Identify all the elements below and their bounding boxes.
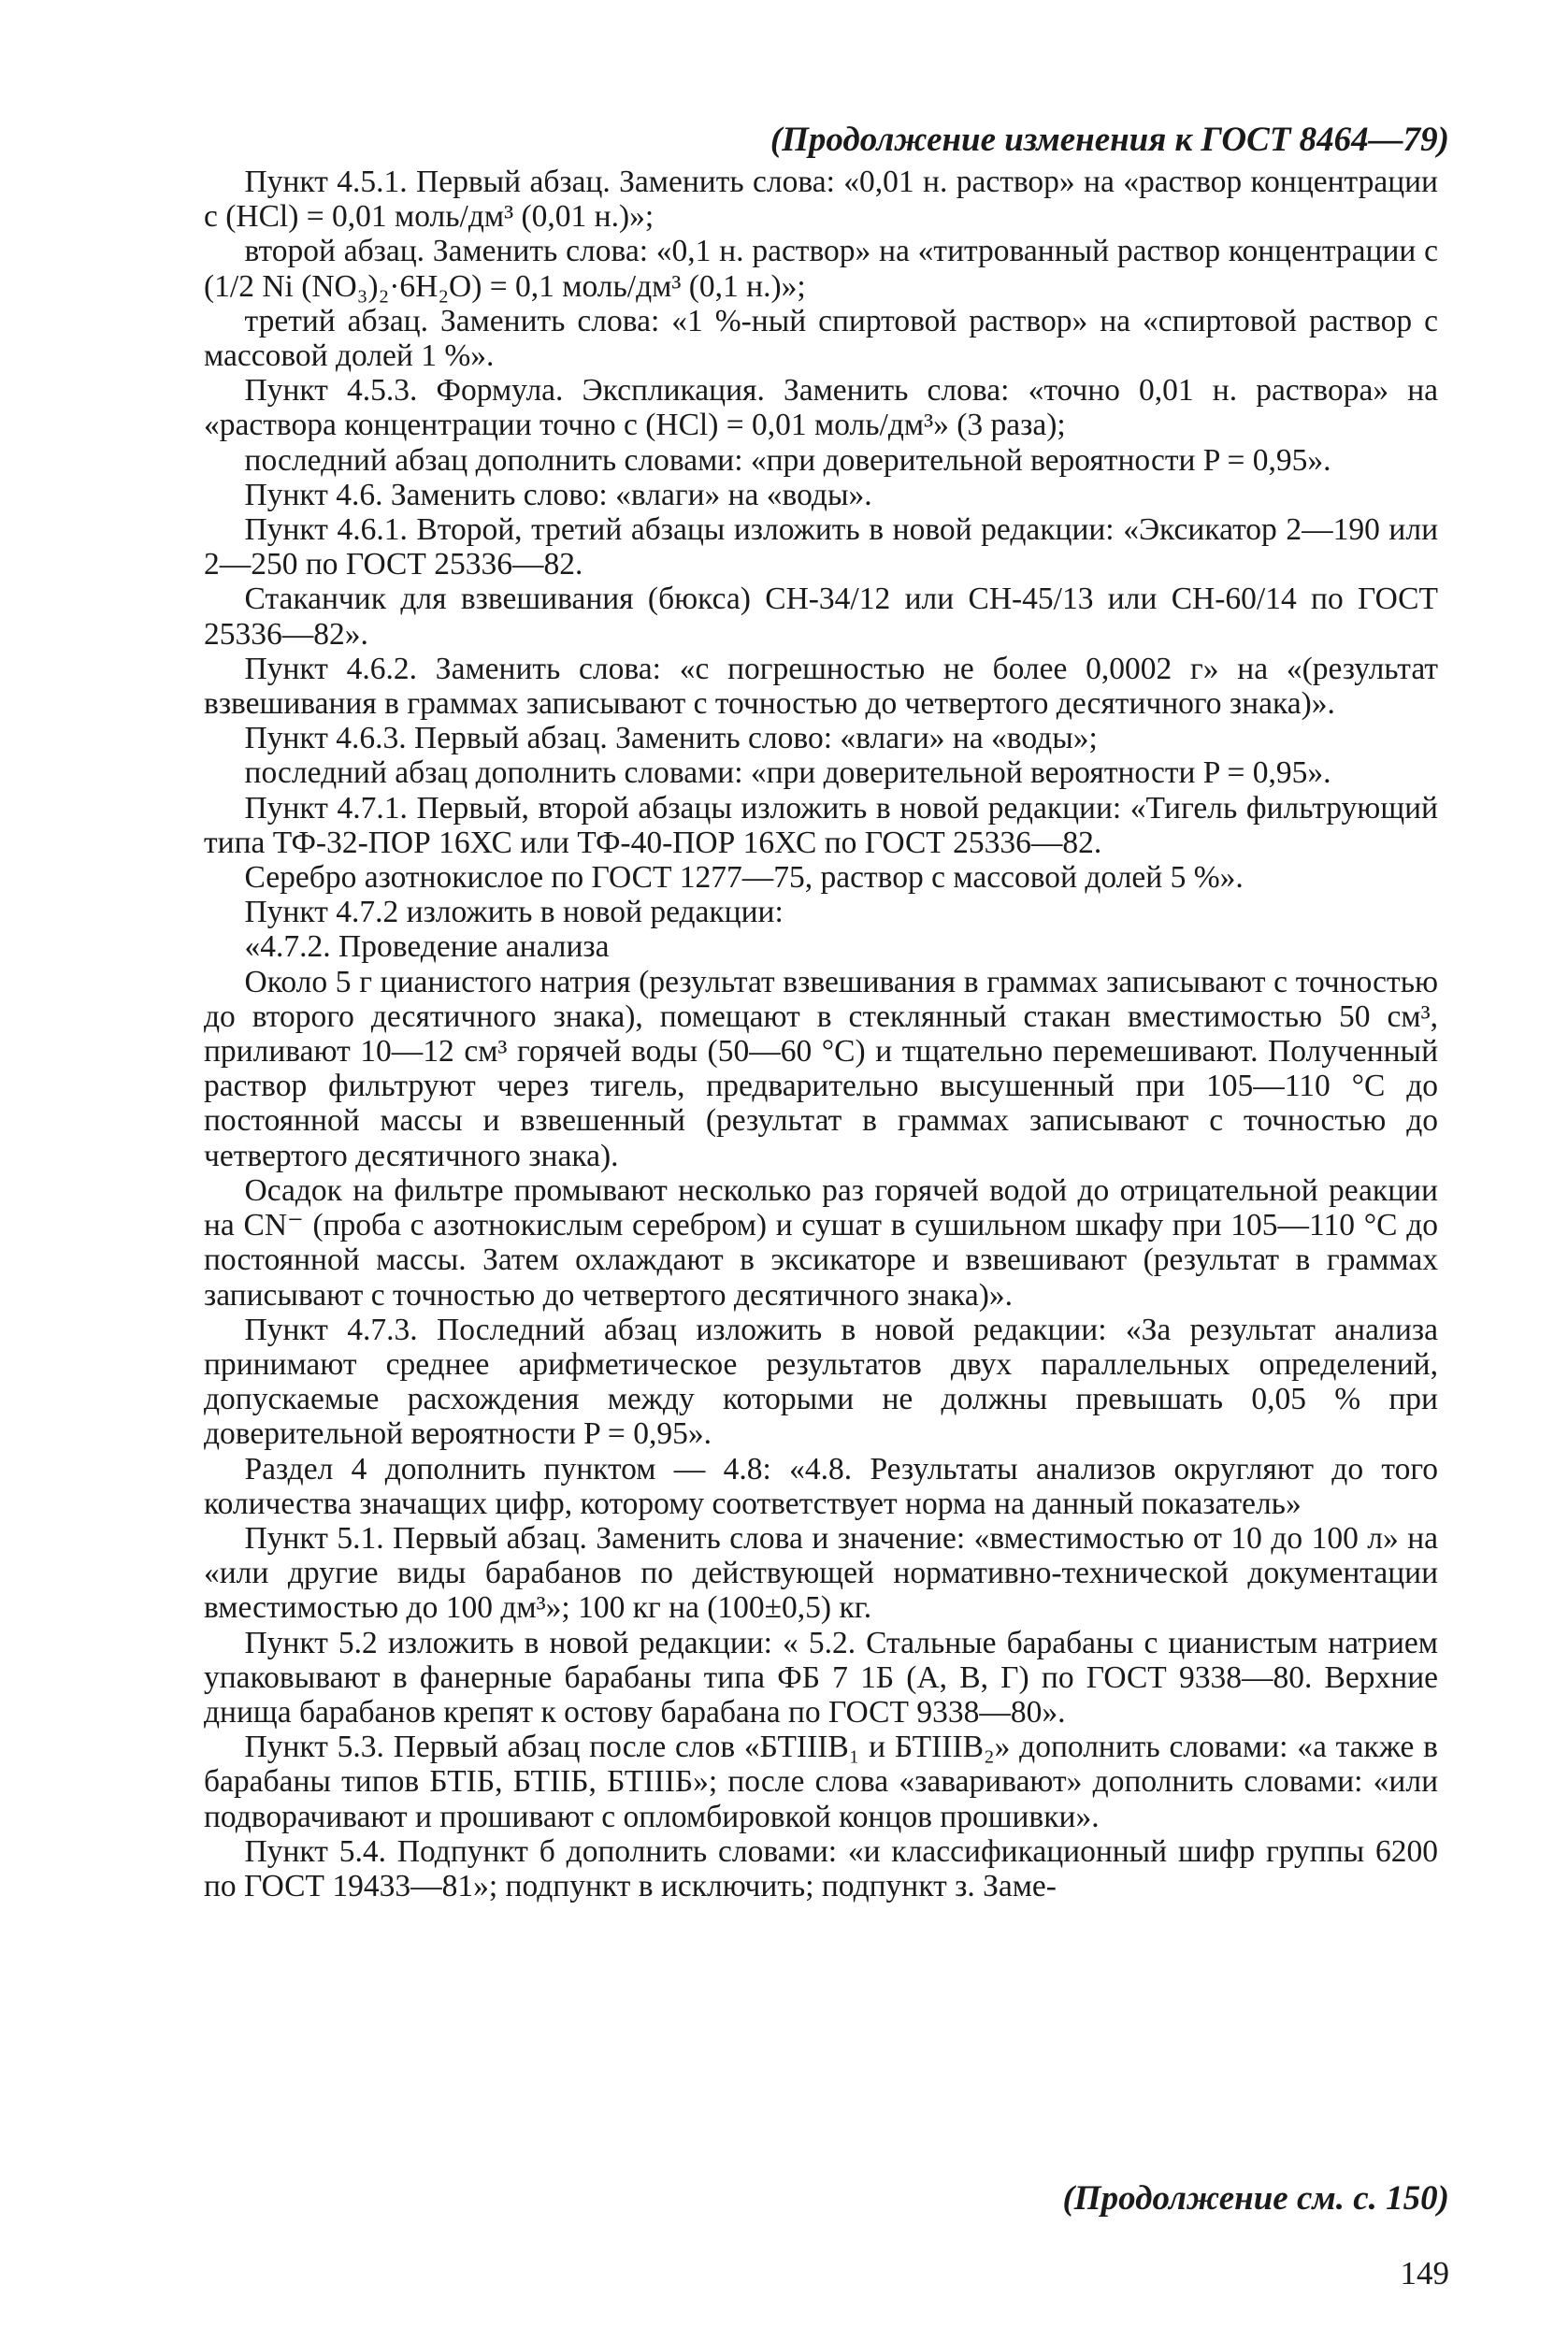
page-header: (Продолжение изменения к ГОСТ 8464—79) bbox=[770, 121, 1449, 159]
paragraph: Пункт 4.5.3. Формула. Экспликация. Заменить слова: «точно 0,01 н. раствора» на «раствора концентрации точно с (HCl) = 0,01 моль/дм³» (3 раза); bbox=[204, 373, 1438, 443]
paragraph: Пункт 5.1. Первый абзац. Заменить слова и значение: «вместимостью от 10 до 100 л» на «или другие виды барабанов по действующей нормативно-технической документации вместимостью до 100 дм³»; 100 кг на (100±0,5) кг. bbox=[204, 1520, 1438, 1626]
section-heading: «4.7.2. Проведение анализа bbox=[244, 929, 610, 965]
paragraph: Пункт 5.4. Подпункт б дополнить словами: «и классификационный шифр группы 6200 по ГОСТ 19433—81»; подпункт в исключить; подпункт з. Заме- bbox=[204, 1833, 1438, 1903]
paragraph: Пункт 4.7.1. Первый, второй абзацы изложить в новой редакции: «Тигель фильтрующий типа ТФ-32-ПОР 16ХС или ТФ-40-ПОР 16ХС по ГОСТ 25336—82. bbox=[204, 790, 1438, 860]
paragraph: последний абзац дополнить словами: «при доверительной вероятности P = 0,95». bbox=[244, 442, 1331, 478]
paragraph: Стаканчик для взвешивания (бюкса) СН-34/12 или СН-45/13 или СН-60/14 по ГОСТ 25336—82». bbox=[204, 582, 1438, 652]
paragraph: Осадок на фильтре промывают несколько раз горячей водой до отрицательной реакции на CN⁻ (проба с азотнокислым серебром) и сушат в сушильном шкафу при 105—110 °С до постоянной массы. Затем охлаждают в эксикаторе и взвешивают (результат в граммах записывают с точностью до четвертого десятичного знака)». bbox=[204, 1172, 1438, 1313]
paragraph: последний абзац дополнить словами: «при доверительной вероятности P = 0,95». bbox=[244, 755, 1331, 791]
paragraph: Раздел 4 дополнить пунктом — 4.8: «4.8. Результаты анализов округляют до того количества значащих цифр, которому соответствует норма на данный показатель» bbox=[204, 1451, 1438, 1521]
paragraph: Серебро азотнокислое по ГОСТ 1277—75, раствор с массовой долей 5 %». bbox=[244, 860, 1244, 896]
paragraph: Пункт 4.5.1. Первый абзац. Заменить слова: «0,01 н. раствор» на «раствор концентрации с (HCl) = 0,01 моль/дм³ (0,01 н.)»; bbox=[204, 165, 1438, 235]
paragraph: Пункт 4.6.2. Заменить слова: «с погрешностью не более 0,0002 г» на «(результат взвешивания в граммах записывают с точностью до четвертого десятичного знака)». bbox=[204, 651, 1438, 722]
paragraph: третий абзац. Заменить слова: «1 %-ный спиртовой раствор» на «спиртовой раствор с массовой долей 1 %». bbox=[204, 303, 1438, 374]
paragraph: Пункт 4.7.3. Последний абзац изложить в новой редакции: «За результат анализа принимают среднее арифметическое результатов двух параллельных определений, допускаемые расхождения между которыми не должны превышать 0,05 % при доверительной вероятности P = 0,95». bbox=[204, 1312, 1438, 1452]
continuation-note: (Продолжение см. с. 150) bbox=[1062, 2179, 1449, 2218]
paragraph: Пункт 5.2 изложить в новой редакции: « 5.2. Стальные барабаны с цианистым натрием упаковывают в фанерные барабаны типа ФБ 7 1Б (А, В, Г) по ГОСТ 9338—80. Верхние днища барабанов крепят к остову барабана по ГОСТ 9338—80». bbox=[204, 1625, 1438, 1730]
paragraph: Пункт 4.6. Заменить слово: «влаги» на «воды». bbox=[244, 477, 872, 512]
document-body bbox=[204, 165, 1438, 1903]
paragraph: Пункт 4.7.2 изложить в новой редакции: bbox=[244, 895, 784, 930]
paragraph: Пункт 5.3. Первый абзац после слов «БТIIIВ₁ и БТIIIВ₂» дополнить словами: «а также в барабаны типов БТIБ, БТIIБ, БТIIIБ»; после слова «заваривают» дополнить словами: «или подворачивают и прошивают с опломбировкой концов прошивки». bbox=[204, 1730, 1438, 1834]
paragraph: Около 5 г цианистого натрия (результат взвешивания в граммах записывают с точностью до второго десятичного знака), помещают в стеклянный стакан вместимостью 50 см³, приливают 10—12 см³ горячей воды (50—60 °С) и тщательно перемешивают. Полученный раствор фильтруют через тигель, предварительно высушенный при 105—110 °С до постоянной массы и взвешенный (результат в граммах записывают с точностью до четвертого десятичного знака). bbox=[204, 964, 1438, 1173]
page-number: 149 bbox=[1400, 2255, 1449, 2291]
paragraph: Пункт 4.6.1. Второй, третий абзацы изложить в новой редакции: «Эксикатор 2—190 или 2—250 по ГОСТ 25336—82. bbox=[204, 512, 1438, 582]
paragraph: второй абзац. Заменить слова: «0,1 н. раствор» на «титрованный раствор концентрации с (1/2 Ni (NO₃)₂·6H₂O) = 0,1 моль/дм³ (0,1 н.)»; bbox=[204, 234, 1438, 304]
paragraph: Пункт 4.6.3. Первый абзац. Заменить слово: «влаги» на «воды»; bbox=[244, 721, 1098, 756]
